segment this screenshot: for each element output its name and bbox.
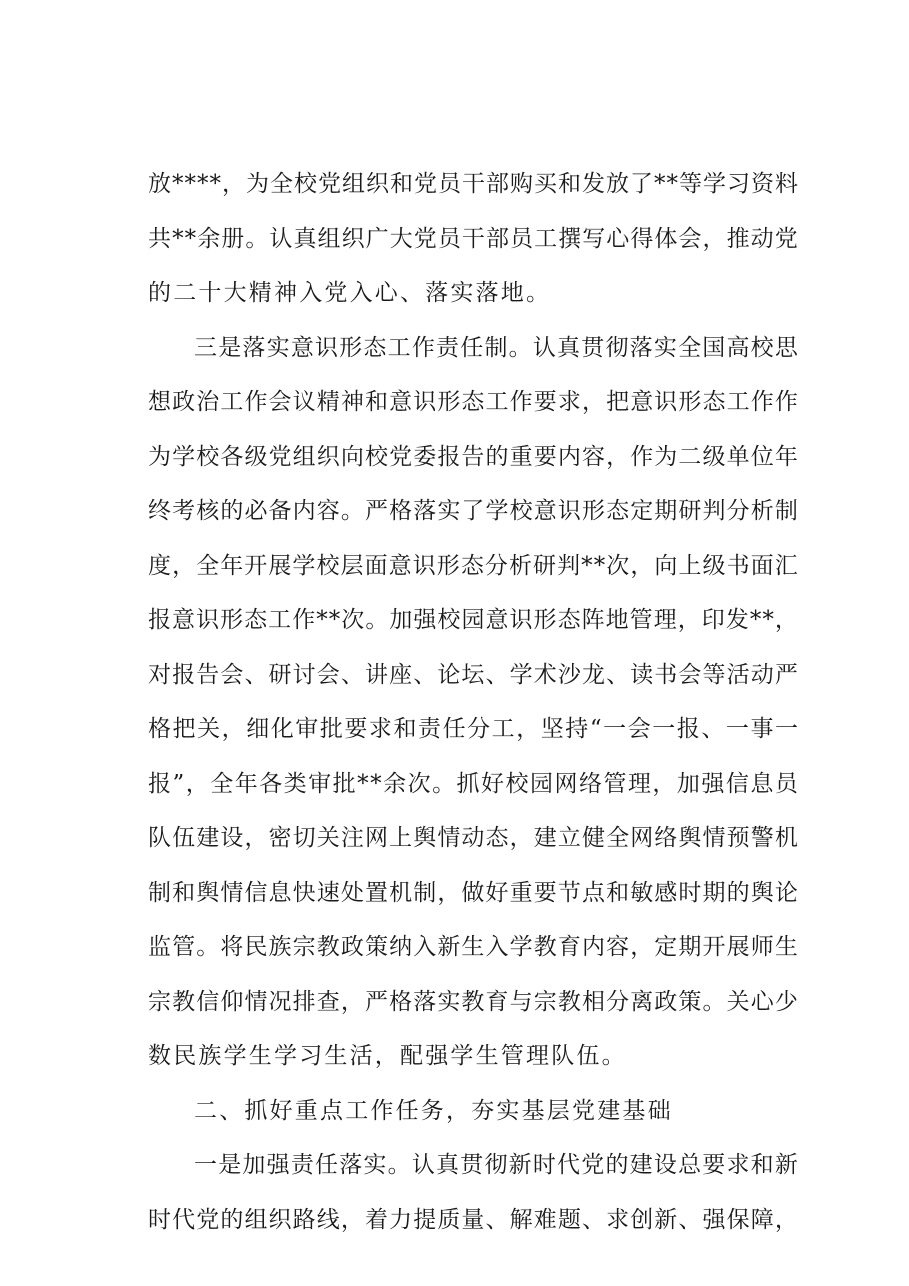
- text-line: 队 伍 建 设 ， 密 切 关 注 网 上 舆 情 动 态 ， 建 立 健 全 网 络 舆 情 预 警 机: [148, 825, 798, 851]
- text-line: 监 管 。 将 民 族 宗 教 政 策 纳 入 新 生 入 学 教 育 内 容 ， 定 期 开 展 师 生: [148, 934, 798, 960]
- text-line: 时 代 党 的 组 织 路 线 ， 着 力 提 质 量 、 解 难 题 、 求 创 新 、 强 保 障 ，: [148, 1206, 798, 1233]
- text-line: 放 * * * * ， 为 全 校 党 组 织 和 党 员 干 部 购 买 和 发 放 了 * * 等 学 习 资 料: [148, 171, 798, 197]
- text-line: 报 意 识 形 态 工 作 * * 次 。 加 强 校 园 意 识 形 态 阵 地 管 理 ， 印 发 * * ，: [148, 607, 798, 633]
- text-line: 一 是 加 强 责 任 落 实 。 认 真 贯 彻 新 时 代 党 的 建 设 总 要 求 和 新: [194, 1152, 798, 1178]
- text-line: 制 和 舆 情 信 息 快 速 处 置 机 制 ， 做 好 重 要 节 点 和 敏 感 时 期 的 舆 论: [148, 879, 798, 906]
- text-line: 想 政 治 工 作 会 议 精 神 和 意 识 形 态 工 作 要 求 ， 把 意 识 形 态 工 作 作: [148, 389, 798, 415]
- text-line: 终 考 核 的 必 备 内 容 。 严 格 落 实 了 学 校 意 识 形 态 定 期 研 判 分 析 制: [148, 498, 798, 524]
- text-line: 的二十大精神入党入心、落实落地。: [148, 280, 552, 306]
- text-line: 数民族学生学习生活，配强学生管理队伍。: [148, 1043, 627, 1069]
- paragraph-responsibility: [148, 1138, 798, 1247]
- text-line: 为 学 校 各 级 党 组 织 向 校 党 委 报 告 的 重 要 内 容 ， 作 为 二 级 单 位 年: [148, 443, 798, 470]
- text-line: 报 ” ， 全 年 各 类 审 批 * * 余 次 。 抓 好 校 园 网 络 管 理 ， 加 强 信 息 员: [148, 770, 798, 797]
- text-line: 格 把 关 ， 细 化 审 批 要 求 和 责 任 分 工 ， 坚 持 “ 一 会 一 报 、 一 事 一: [148, 716, 798, 742]
- document-page: [148, 157, 798, 1247]
- paragraph-continuation: [148, 157, 798, 321]
- paragraph-ideology-responsibility: [148, 321, 798, 1084]
- text-line: 共 * * 余 册 。 认 真 组 织 广 大 党 员 干 部 员 工 撰 写 心 得 体 会 ， 推 动 党: [148, 225, 798, 252]
- text-line: 三 是 落 实 意 识 形 态 工 作 责 任 制 。 认 真 贯 彻 落 实 全 国 高 校 思: [194, 334, 798, 361]
- text-line: 对 报 告 会 、 研 讨 会 、 讲 座 、 论 坛 、 学 术 沙 龙 、 读 书 会 等 活 动 严: [148, 661, 798, 688]
- section-heading: [148, 1084, 798, 1139]
- heading-line: 二、抓好重点工作任务，夯实基层党建基础: [194, 1097, 673, 1124]
- text-line: 宗 教 信 仰 情 况 排 查 ， 严 格 落 实 教 育 与 宗 教 相 分 离 政 策 。 关 心 少: [148, 988, 798, 1015]
- text-line: 度 ， 全 年 开 展 学 校 层 面 意 识 形 态 分 析 研 判 * * 次 ， 向 上 级 书 面 汇: [148, 552, 798, 579]
